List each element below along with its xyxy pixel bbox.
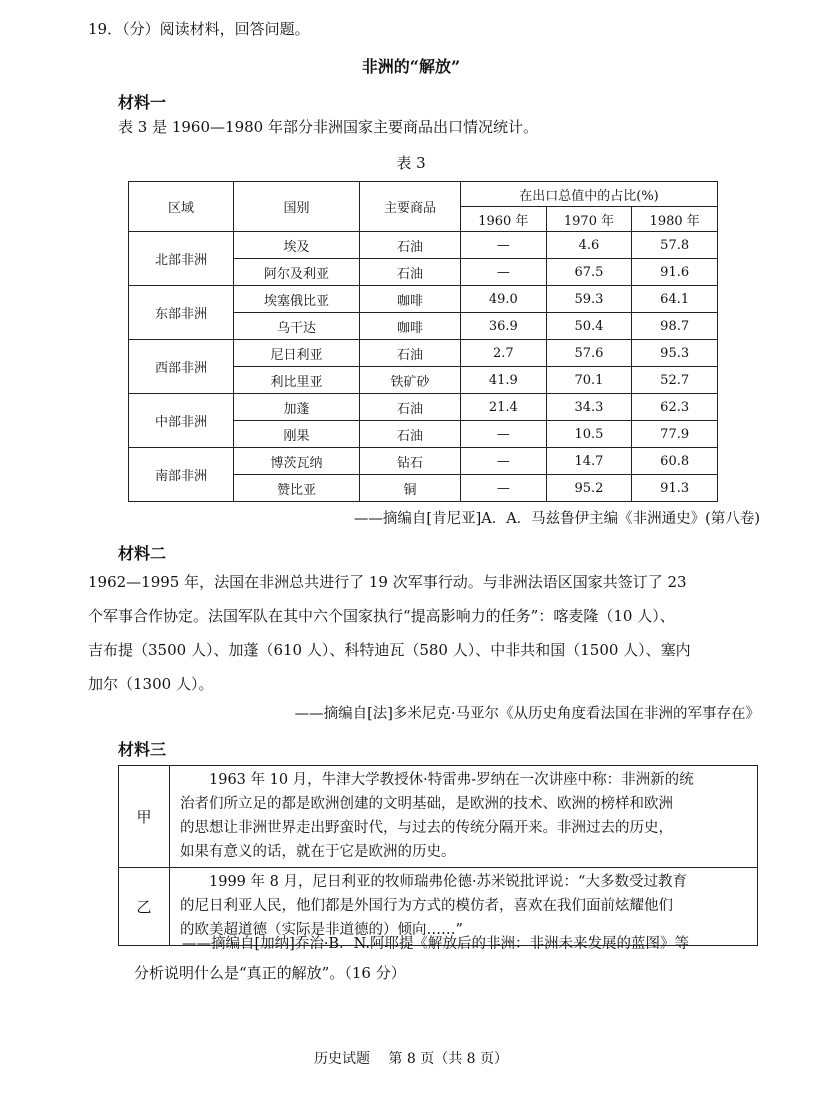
country-cell: 埃及 bbox=[234, 232, 360, 259]
section-title: 非洲的“解放” bbox=[361, 57, 461, 76]
country-cell: 乌干达 bbox=[234, 313, 360, 340]
value-cell: 62.3 bbox=[632, 394, 718, 421]
commodity-cell: 石油 bbox=[360, 232, 461, 259]
quote-line: 的思想让非洲世界走出野蛮时代，与过去的传统分隔开来。非洲过去的历史， bbox=[180, 820, 673, 836]
region-cell: 南部非洲 bbox=[129, 448, 234, 502]
country-cell: 刚果 bbox=[234, 421, 360, 448]
material3-table bbox=[118, 765, 758, 946]
value-cell: 59.3 bbox=[546, 286, 632, 313]
value-cell: 57.8 bbox=[632, 232, 718, 259]
value-cell: 95.2 bbox=[546, 475, 632, 502]
value-cell: 21.4 bbox=[461, 394, 547, 421]
country-cell: 赞比亚 bbox=[234, 475, 360, 502]
quote-line: 的欧美超道德（实际是非道德的）倾向……” bbox=[180, 922, 463, 938]
value-cell: — bbox=[461, 259, 547, 286]
material2-line: 1962—1995 年，法国在非洲总共进行了 19 次军事行动。与非洲法语区国家共签订了 23 bbox=[88, 573, 687, 591]
quote-line: 如果有意义的话，就在于它是欧洲的历史。 bbox=[180, 844, 456, 860]
value-cell: 98.7 bbox=[632, 313, 718, 340]
commodity-cell: 咖啡 bbox=[360, 286, 461, 313]
commodity-cell: 石油 bbox=[360, 340, 461, 367]
country-cell: 阿尔及利亚 bbox=[234, 259, 360, 286]
country-cell: 尼日利亚 bbox=[234, 340, 360, 367]
commodity-cell: 石油 bbox=[360, 394, 461, 421]
page-footer: 历史试题 第 8 页（共 8 页） bbox=[313, 1051, 509, 1067]
region-cell: 西部非洲 bbox=[129, 340, 234, 394]
task-prompt: 分析说明什么是“真正的解放”。（16 分） bbox=[134, 964, 406, 982]
material1-source: ——摘编自[肯尼亚]A．A．马兹鲁伊主编《非洲通史》(第八卷) bbox=[353, 511, 760, 527]
table-row bbox=[129, 232, 718, 259]
value-cell: 14.7 bbox=[546, 448, 632, 475]
header-region: 区域 bbox=[129, 182, 234, 232]
value-cell: 67.5 bbox=[546, 259, 632, 286]
value-cell: 52.7 bbox=[632, 367, 718, 394]
table-row bbox=[129, 394, 718, 421]
material1-intro: 表 3 是 1960—1980 年部分非洲国家主要商品出口情况统计。 bbox=[118, 118, 538, 136]
commodity-cell: 咖啡 bbox=[360, 313, 461, 340]
row-label: 甲 bbox=[119, 766, 170, 868]
material2-line: 个军事合作协定。法国军队在其中六个国家执行“提高影响力的任务”：喀麦隆（10 人）、 bbox=[88, 607, 675, 625]
quote-cell bbox=[170, 766, 758, 868]
row-label: 乙 bbox=[119, 868, 170, 946]
table-row bbox=[119, 766, 758, 868]
quote-line: 的尼日利亚人民，他们都是外国行为方式的模仿者，喜欢在我们面前炫耀他们 bbox=[180, 898, 673, 914]
value-cell: 60.8 bbox=[632, 448, 718, 475]
country-cell: 利比里亚 bbox=[234, 367, 360, 394]
value-cell: 4.6 bbox=[546, 232, 632, 259]
commodity-cell: 铜 bbox=[360, 475, 461, 502]
value-cell: 91.3 bbox=[632, 475, 718, 502]
country-cell: 埃塞俄比亚 bbox=[234, 286, 360, 313]
material1-heading: 材料一 bbox=[118, 93, 167, 112]
material2-heading: 材料二 bbox=[118, 544, 167, 563]
value-cell: 50.4 bbox=[546, 313, 632, 340]
material2-line: 加尔（1300 人）。 bbox=[88, 675, 214, 693]
value-cell: 64.1 bbox=[632, 286, 718, 313]
value-cell: 2.7 bbox=[461, 340, 547, 367]
value-cell: 41.9 bbox=[461, 367, 547, 394]
value-cell: — bbox=[461, 232, 547, 259]
table-row bbox=[129, 286, 718, 313]
region-cell: 北部非洲 bbox=[129, 232, 234, 286]
commodity-cell: 铁矿砂 bbox=[360, 367, 461, 394]
export-table bbox=[128, 181, 718, 502]
quote-line: 1999 年 8 月，尼日利亚的牧师瑞弗伦德·苏米锐批评说：“大多数受过教育 bbox=[209, 874, 687, 890]
material3-heading: 材料三 bbox=[118, 740, 167, 759]
material2-line: 吉布提（3500 人）、加蓬（610 人）、科特迪瓦（580 人）、中非共和国（1500 人）、塞内 bbox=[88, 641, 691, 659]
material3-source: ——摘编自[加纳]乔治·B．N.阿耶提《解放后的非洲：非洲未来发展的蓝图》等 bbox=[182, 936, 689, 952]
value-cell: 10.5 bbox=[546, 421, 632, 448]
commodity-cell: 石油 bbox=[360, 421, 461, 448]
header-1970: 1970 年 bbox=[546, 207, 632, 232]
commodity-cell: 钻石 bbox=[360, 448, 461, 475]
material2-body bbox=[88, 565, 691, 701]
table-row bbox=[129, 448, 718, 475]
value-cell: 49.0 bbox=[461, 286, 547, 313]
material2-source: ——摘编自[法]多米尼克·马亚尔《从历史角度看法国在非洲的军事存在》 bbox=[294, 706, 760, 722]
quote-line: 1963 年 10 月，牛津大学教授休·特雷弗-罗纳在一次讲座中称：非洲新的统 bbox=[209, 772, 694, 788]
commodity-cell: 石油 bbox=[360, 259, 461, 286]
value-cell: 95.3 bbox=[632, 340, 718, 367]
value-cell: 91.6 bbox=[632, 259, 718, 286]
quote-line: 治者们所立足的都是欧洲创建的文明基础，是欧洲的技术、欧洲的榜样和欧洲 bbox=[180, 796, 673, 812]
header-1980: 1980 年 bbox=[632, 207, 718, 232]
header-country: 国别 bbox=[234, 182, 360, 232]
value-cell: — bbox=[461, 448, 547, 475]
header-commodity: 主要商品 bbox=[360, 182, 461, 232]
region-cell: 中部非洲 bbox=[129, 394, 234, 448]
value-cell: 57.6 bbox=[546, 340, 632, 367]
table-caption: 表 3 bbox=[396, 154, 426, 172]
region-cell: 东部非洲 bbox=[129, 286, 234, 340]
header-1960: 1960 年 bbox=[461, 207, 547, 232]
value-cell: — bbox=[461, 421, 547, 448]
question-stem: 19．（分）阅读材料，回答问题。 bbox=[88, 20, 310, 38]
country-cell: 加蓬 bbox=[234, 394, 360, 421]
value-cell: 77.9 bbox=[632, 421, 718, 448]
header-share: 在出口总值中的占比(%) bbox=[461, 182, 718, 207]
value-cell: — bbox=[461, 475, 547, 502]
value-cell: 34.3 bbox=[546, 394, 632, 421]
table-row bbox=[129, 340, 718, 367]
value-cell: 36.9 bbox=[461, 313, 547, 340]
country-cell: 博茨瓦纳 bbox=[234, 448, 360, 475]
value-cell: 70.1 bbox=[546, 367, 632, 394]
